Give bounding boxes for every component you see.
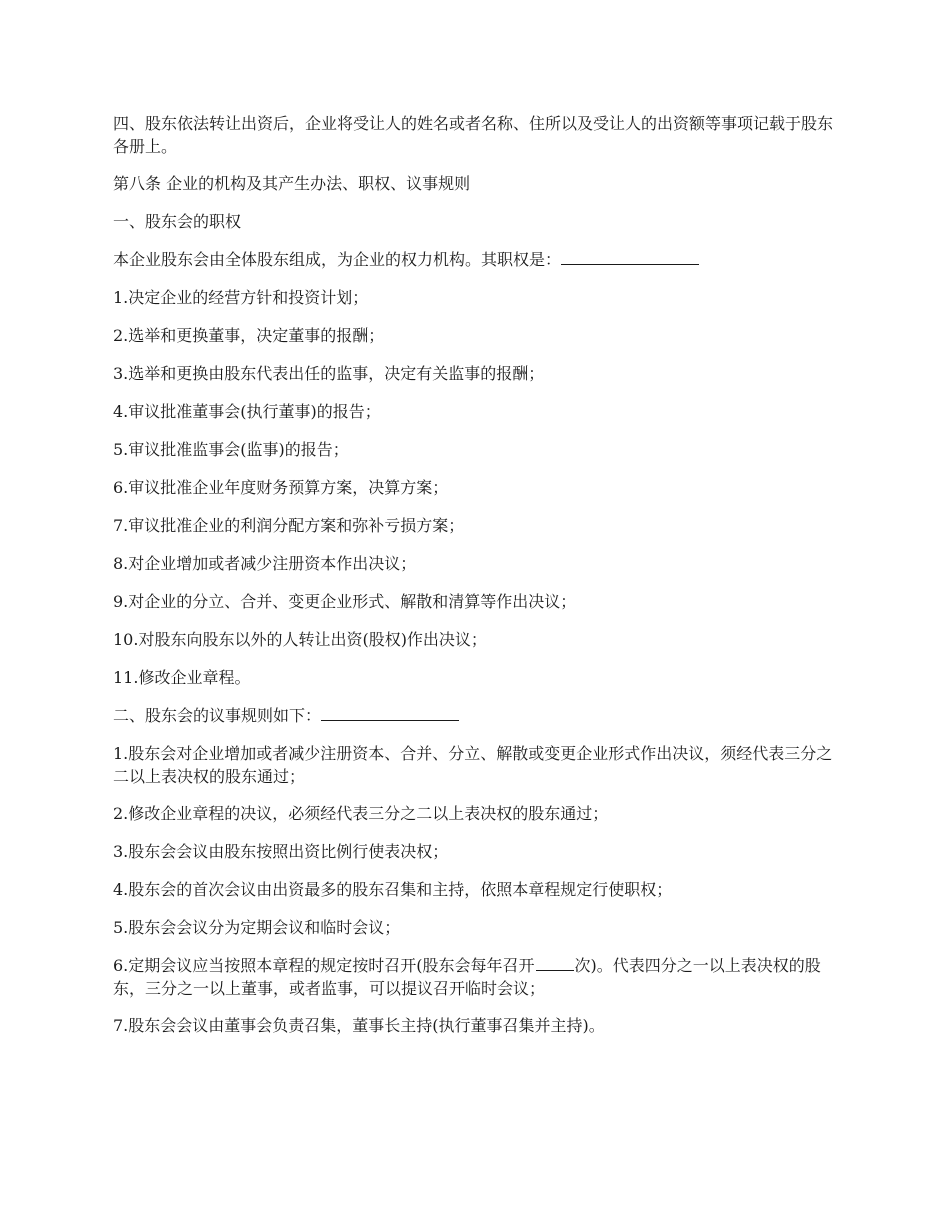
- list-item: [113, 840, 843, 863]
- list-item: [113, 954, 843, 1000]
- list-item: [113, 552, 843, 575]
- paragraph-text: 一、股东会的职权: [113, 212, 242, 231]
- list-item-text: 8.对企业增加或者减少注册资本作出决议；: [113, 554, 417, 573]
- list-item: [113, 802, 843, 825]
- list-item: [113, 666, 843, 689]
- list-item: [113, 324, 843, 347]
- paragraph-shareholders-meeting-powers: [113, 248, 843, 271]
- list-item: [113, 916, 843, 939]
- list-item-text: 9.对企业的分立、合并、变更企业形式、解散和清算等作出决议；: [113, 592, 577, 611]
- paragraph-text: 二、股东会的议事规则如下：: [113, 706, 322, 725]
- list-item: [113, 628, 843, 651]
- list-item: [113, 400, 843, 423]
- list-item-text: 3.选举和更换由股东代表出任的监事，决定有关监事的报酬；: [113, 364, 545, 383]
- section-1-heading: [113, 210, 843, 233]
- list-item-text: 2.选举和更换董事，决定董事的报酬；: [113, 326, 385, 345]
- list-item: [113, 476, 843, 499]
- list-item-text: 1.决定企业的经营方针和投资计划；: [113, 288, 369, 307]
- list-item: [113, 742, 843, 788]
- fill-in-blank: [561, 248, 699, 265]
- list-item-text: 11.修改企业章程。: [113, 668, 251, 687]
- paragraph-text: 本企业股东会由全体股东组成，为企业的权力机构。其职权是：: [113, 250, 562, 269]
- list-item-text: 4.股东会的首次会议由出资最多的股东召集和主持，依照本章程规定行使职权；: [113, 880, 673, 899]
- list-item-text: 5.股东会会议分为定期会议和临时会议；: [113, 918, 401, 937]
- fill-in-blank: [321, 704, 459, 721]
- list-item: [113, 438, 843, 461]
- list-item-text: 3.股东会会议由股东按照出资比例行使表决权；: [113, 842, 449, 861]
- list-item: [113, 286, 843, 309]
- document-body: [113, 112, 843, 1052]
- list-item-text: 7.股东会会议由董事会负责召集，董事长主持(执行董事召集并主持)。: [113, 1016, 605, 1035]
- list-item-text: 6.审议批准企业年度财务预算方案，决算方案；: [113, 478, 449, 497]
- paragraph-text: 第八条 企业的机构及其产生办法、职权、议事规则: [113, 174, 471, 193]
- section-2-heading: [113, 704, 843, 727]
- list-item-text: 1.股东会对企业增加或者减少注册资本、合并、分立、解散或变更企业形式作出决议，须经代表三分之二以上表决权的股东通过；: [113, 744, 833, 786]
- list-item-text: 10.对股东向股东以外的人转让出资(股权)作出决议；: [113, 630, 487, 649]
- list-item: [113, 514, 843, 537]
- list-item-text: 次)。代表四分之一以上表决权的股东，三分之一以上董事，或者监事，可以提议召开临时会议；: [113, 956, 821, 998]
- article-8-heading: [113, 172, 843, 195]
- list-item: [113, 590, 843, 613]
- paragraph-share-transfer-record: [113, 112, 843, 158]
- fill-in-blank: [536, 954, 574, 971]
- list-item-text: 7.审议批准企业的利润分配方案和弥补亏损方案；: [113, 516, 465, 535]
- list-item-text: 4.审议批准董事会(执行董事)的报告；: [113, 402, 381, 421]
- list-item: [113, 878, 843, 901]
- list-item: [113, 362, 843, 385]
- paragraph-text: 四、股东依法转让出资后，企业将受让人的姓名或者名称、住所以及受让人的出资额等事项记载于股东各册上。: [113, 114, 834, 156]
- list-item-text: 6.定期会议应当按照本章程的规定按时召开(股东会每年召开: [113, 956, 535, 975]
- list-item-text: 2.修改企业章程的决议，必须经代表三分之二以上表决权的股东通过；: [113, 804, 609, 823]
- list-item-text: 5.审议批准监事会(监事)的报告；: [113, 440, 349, 459]
- list-item: [113, 1014, 843, 1037]
